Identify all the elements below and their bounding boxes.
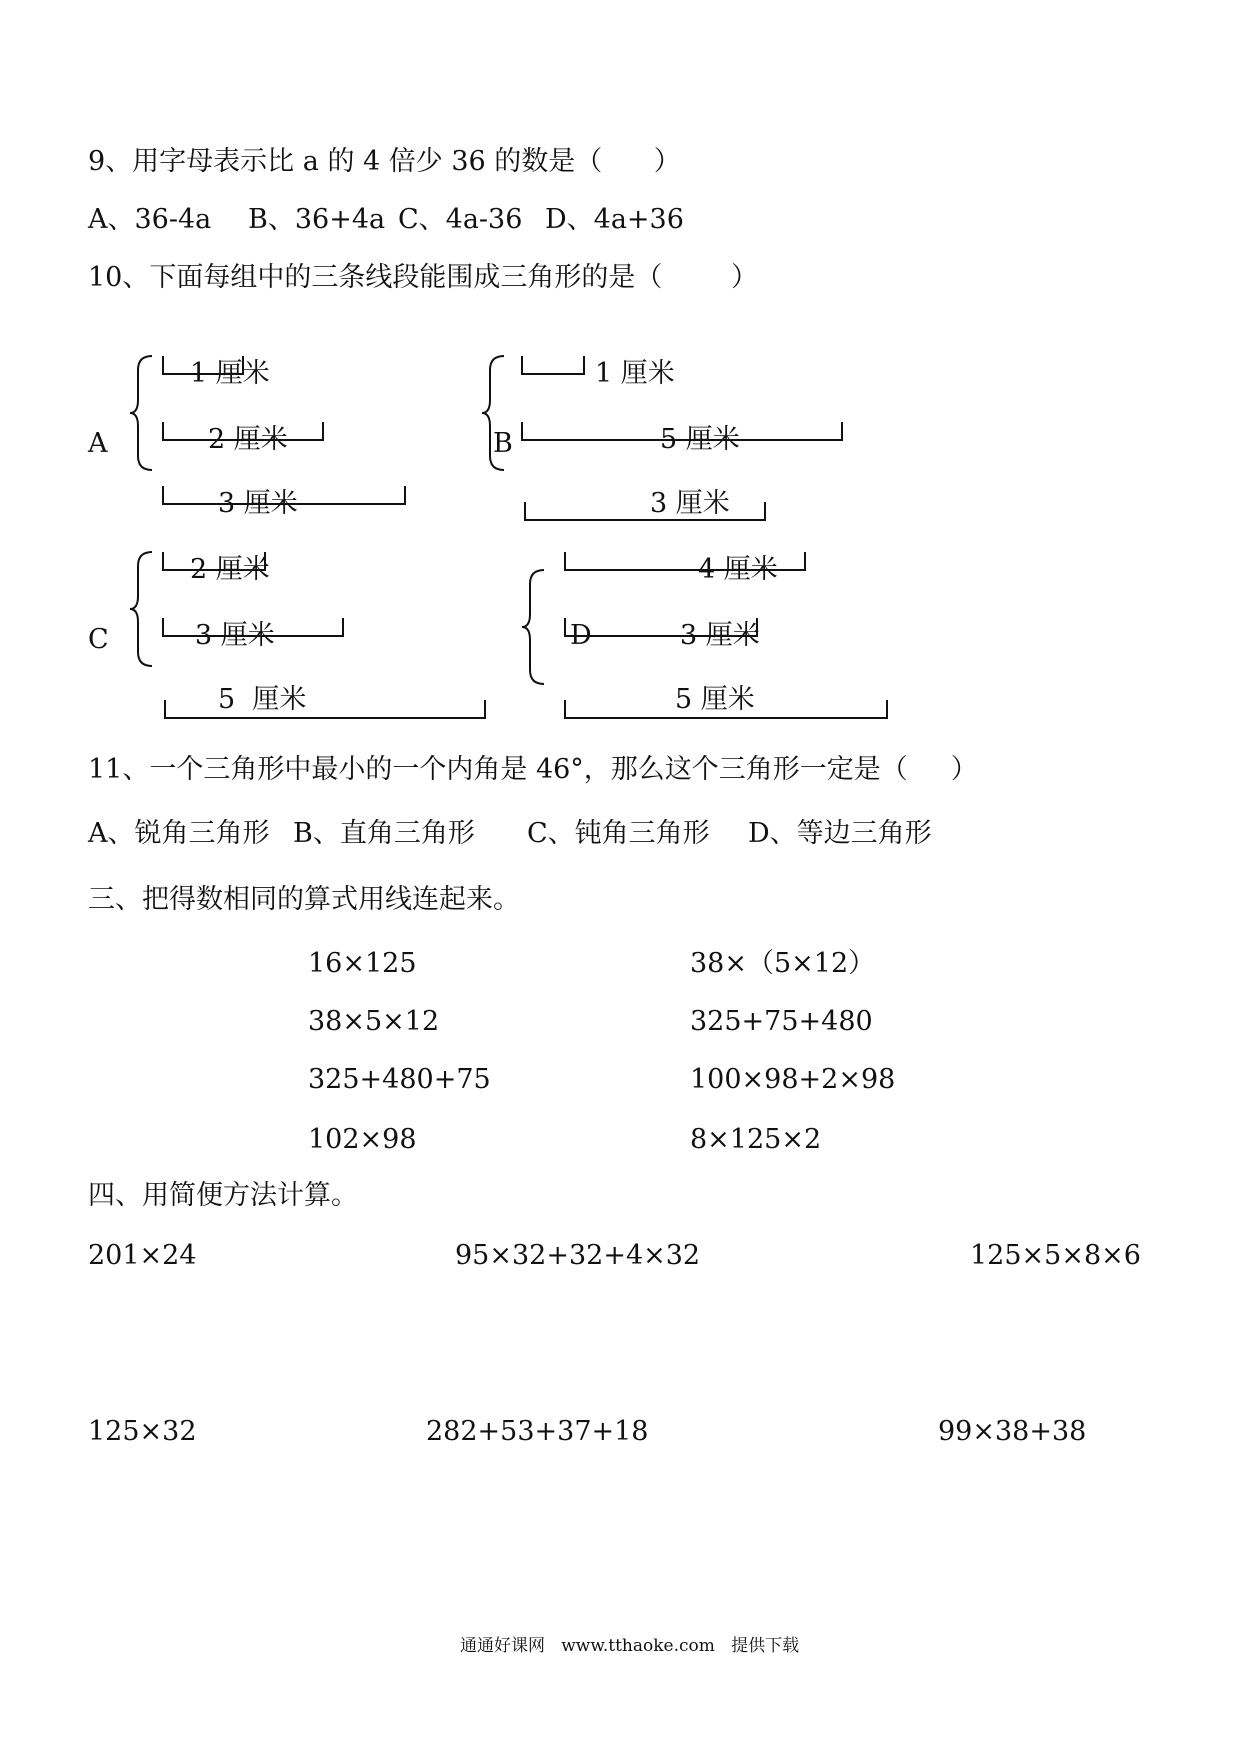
- seg-c3-line: [164, 717, 486, 719]
- seg-d3-label: 5 厘米: [675, 684, 755, 715]
- seg-d2-left-tick: [564, 618, 566, 636]
- seg-b2-label: 5 厘米: [660, 424, 740, 455]
- q9-option-d: D、4a+36: [545, 204, 684, 235]
- seg-d1-left-tick: [564, 552, 566, 570]
- seg-a3-left-tick: [162, 486, 164, 504]
- q11-option-b: B、直角三角形: [293, 818, 475, 849]
- group-c-label: C: [88, 624, 109, 655]
- seg-c3-left-tick: [164, 700, 166, 718]
- seg-b1-left-tick: [521, 356, 523, 374]
- group-b-label: B: [493, 428, 513, 459]
- section4-problem-1: 201×24: [88, 1240, 197, 1271]
- section4-problem-6: 99×38+38: [938, 1416, 1087, 1447]
- seg-d3-right-tick: [886, 700, 888, 718]
- seg-a1-label: 1 厘米: [190, 358, 270, 389]
- group-d-brace: [520, 568, 550, 686]
- seg-c3-right-tick: [484, 700, 486, 718]
- section4-title: 四、用简便方法计算。: [88, 1180, 358, 1211]
- seg-a2-left-tick: [162, 422, 164, 440]
- group-a-brace: [128, 354, 158, 472]
- section3-left-2: 38×5×12: [308, 1006, 440, 1037]
- section4-problem-5: 282+53+37+18: [426, 1416, 649, 1447]
- seg-b3-left-tick: [524, 502, 526, 520]
- seg-a3-right-tick: [404, 486, 406, 504]
- seg-d2-label: 3 厘米: [680, 620, 760, 651]
- seg-c2-left-tick: [162, 618, 164, 636]
- seg-b1-label: 1 厘米: [595, 358, 675, 389]
- seg-b1-line: [521, 373, 585, 375]
- q10-question: 10、下面每组中的三条线段能围成三角形的是（ ）: [88, 262, 759, 293]
- section4-problem-3: 125×5×8×6: [970, 1240, 1141, 1271]
- section3-right-1: 38×（5×12）: [690, 948, 876, 979]
- section3-left-4: 102×98: [308, 1124, 417, 1155]
- seg-b2-right-tick: [841, 422, 843, 440]
- seg-a2-label: 2 厘米: [208, 424, 288, 455]
- section3-left-3: 325+480+75: [308, 1064, 491, 1095]
- group-d-label: D: [570, 620, 592, 651]
- group-a-label: A: [88, 428, 108, 459]
- q11-option-c: C、钝角三角形: [527, 818, 710, 849]
- seg-d3-left-tick: [564, 700, 566, 718]
- seg-c2-right-tick: [342, 618, 344, 636]
- seg-c2-label: 3 厘米: [195, 620, 275, 651]
- section3-title: 三、把得数相同的算式用线连起来。: [88, 884, 520, 915]
- seg-c1-label: 2 厘米: [190, 554, 270, 585]
- seg-d1-label: 4 厘米: [698, 554, 778, 585]
- seg-b2-left-tick: [521, 422, 523, 440]
- section4-problem-2: 95×32+32+4×32: [455, 1240, 701, 1271]
- seg-b1-right-tick: [583, 356, 585, 374]
- section4-problem-4: 125×32: [88, 1416, 197, 1447]
- section3-right-4: 8×125×2: [690, 1124, 822, 1155]
- seg-a1-left-tick: [162, 356, 164, 374]
- group-c-brace: [128, 550, 158, 668]
- seg-d1-right-tick: [804, 552, 806, 570]
- q11-option-d: D、等边三角形: [748, 818, 932, 849]
- q9-option-b: B、36+4a: [248, 204, 386, 235]
- q9-option-a: A、36-4a: [88, 204, 212, 235]
- seg-a3-label: 3 厘米: [218, 488, 298, 519]
- section3-right-2: 325+75+480: [690, 1006, 873, 1037]
- q9-option-c: C、4a-36: [398, 204, 523, 235]
- section3-left-1: 16×125: [308, 948, 417, 979]
- seg-b3-label: 3 厘米: [650, 488, 730, 519]
- section3-right-3: 100×98+2×98: [690, 1064, 896, 1095]
- footer-text: 通通好课网 www.tthaoke.com 提供下载: [460, 1636, 800, 1656]
- seg-c3-label: 5 厘米: [218, 684, 307, 715]
- seg-c1-left-tick: [162, 552, 164, 570]
- q11-option-a: A、锐角三角形: [88, 818, 270, 849]
- seg-a2-right-tick: [322, 422, 324, 440]
- seg-b3-right-tick: [764, 502, 766, 520]
- seg-d3-line: [564, 717, 888, 719]
- q11-question: 11、一个三角形中最小的一个内角是 46°，那么这个三角形一定是（ ）: [88, 754, 978, 785]
- q9-question: 9、用字母表示比 a 的 4 倍少 36 的数是（ ）: [88, 146, 681, 177]
